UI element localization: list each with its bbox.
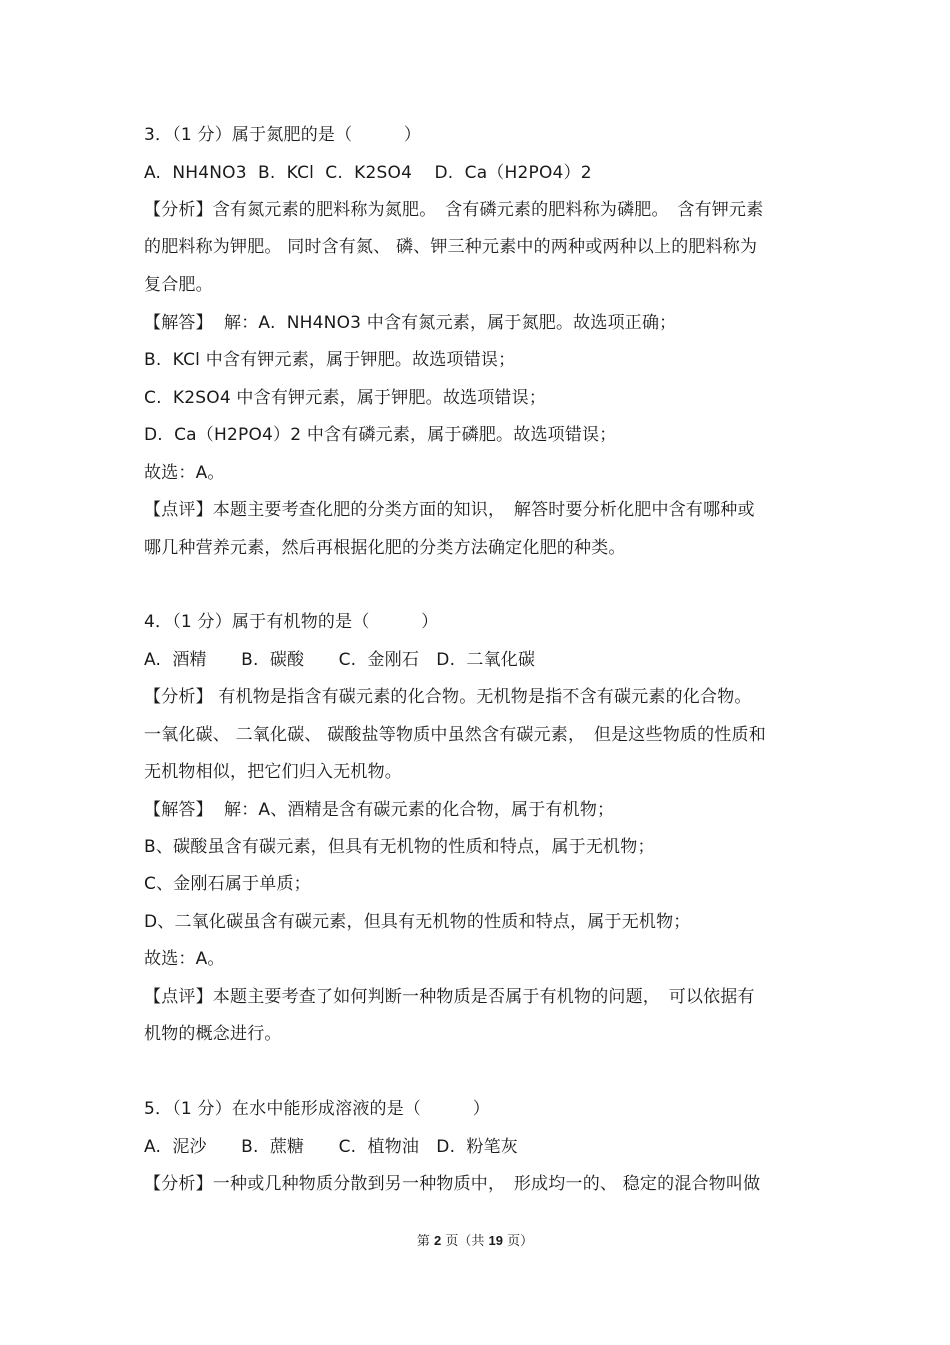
q3-answer-line-2: B. KCl 中含有钾元素，属于钾肥。故选项错误； <box>144 350 516 370</box>
q3-answer-line-1: 【解答】 解：A. NH4NO3 中含有氮元素，属于氮肥。故选项正确； <box>144 313 677 333</box>
q4-comment-line-2: 机物的概念进行。 <box>144 1024 282 1044</box>
footer-suffix: 页） <box>502 1234 534 1249</box>
question-4-title: 4．（1 分）属于有机物的是（ ） <box>144 612 439 632</box>
question-5-options: A. 泥沙 B. 蔗糖 C. 植物油 D. 粉笔灰 <box>144 1137 518 1157</box>
q3-analysis-line-2: 的肥料称为钾肥。 同时含有氮、 磷、钾三种元素中的两种或两种以上的肥料称为 <box>144 237 758 257</box>
q4-analysis-line-1: 【分析】 有机物是指含有碳元素的化合物。无机物是指不含有碳元素的化合物。 <box>144 687 752 707</box>
q3-answer-line-4: D. Ca（H2PO4）2 中含有磷元素，属于磷肥。故选项错误； <box>144 425 617 445</box>
question-3-title: 3．（1 分）属于氮肥的是（ ） <box>144 125 422 145</box>
q4-answer-line-4: D、二氧化碳虽含有碳元素，但具有无机物的性质和特点，属于无机物； <box>144 912 691 932</box>
q3-comment-line-1: 【点评】本题主要考查化肥的分类方面的知识， 解答时要分析化肥中含有哪种或 <box>144 500 755 520</box>
q4-answer-line-2: B、碳酸虽含有碳元素，但具有无机物的性质和特点，属于无机物； <box>144 837 655 857</box>
q4-comment-line-1: 【点评】本题主要考查了如何判断一种物质是否属于有机物的问题， 可以依据有 <box>144 987 755 1007</box>
footer-prefix: 第 <box>416 1234 435 1249</box>
footer-middle: 页（共 <box>441 1234 489 1249</box>
q4-analysis-line-2: 一氧化碳、 二氧化碳、 碳酸盐等物质中虽然含有碳元素， 但是这些物质的性质和 <box>144 725 766 745</box>
q3-analysis-line-3: 复合肥。 <box>144 275 213 295</box>
footer-total-pages: 19 <box>488 1233 503 1248</box>
footer-page-number: 2 <box>434 1233 442 1248</box>
question-5-title: 5．（1 分）在水中能形成溶液的是（ ） <box>144 1099 490 1119</box>
page-footer <box>0 1230 950 1249</box>
q3-comment-line-2: 哪几种营养元素，然后再根据化肥的分类方法确定化肥的种类。 <box>144 538 626 558</box>
q3-answer-line-3: C. K2SO4 中含有钾元素，属于钾肥。故选项错误； <box>144 388 547 408</box>
q3-choice: 故选：A。 <box>144 463 225 483</box>
question-4-options: A. 酒精 B. 碳酸 C. 金刚石 D. 二氧化碳 <box>144 650 536 670</box>
question-3-options: A. NH4NO3 B. KCl C. K2SO4 D. Ca（H2PO4）2 <box>144 163 592 183</box>
q4-answer-line-3: C、金刚石属于单质； <box>144 874 311 894</box>
q4-choice: 故选：A。 <box>144 949 225 969</box>
q5-analysis-line-1: 【分析】一种或几种物质分散到另一种物质中， 形成均一的、 稳定的混合物叫做 <box>144 1174 761 1194</box>
q4-answer-line-1: 【解答】 解：A、酒精是含有碳元素的化合物，属于有机物； <box>144 800 615 820</box>
q4-analysis-line-3: 无机物相似，把它们归入无机物。 <box>144 762 402 782</box>
q3-analysis-line-1: 【分析】含有氮元素的肥料称为氮肥。 含有磷元素的肥料称为磷肥。 含有钾元素 <box>144 200 764 220</box>
